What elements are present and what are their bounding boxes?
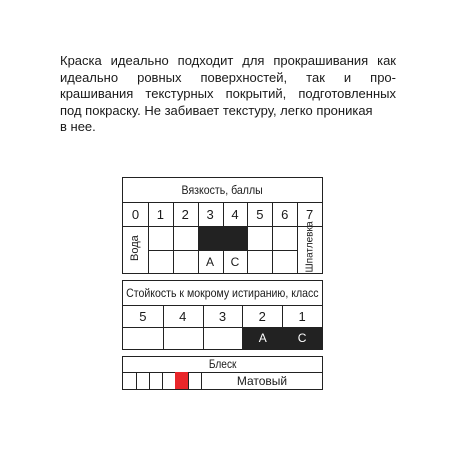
abrasion-scale-value: 5	[139, 308, 147, 324]
viscosity-divider	[297, 202, 298, 226]
abrasion-marker-c: C	[282, 327, 322, 349]
viscosity-table	[122, 177, 323, 274]
gloss-title: Блеск	[208, 358, 237, 371]
gloss-marker	[175, 372, 188, 389]
viscosity-scale-value: 4	[231, 206, 239, 222]
viscosity-scale-value: 2	[181, 206, 189, 222]
viscosity-marker-a: A	[206, 254, 215, 269]
viscosity-scale-value: 6	[281, 206, 289, 222]
abrasion-scale-value: 2	[258, 308, 266, 324]
gloss-title-cell	[123, 357, 322, 372]
viscosity-divider	[148, 202, 149, 226]
abrasion-marker-a: A	[242, 327, 283, 349]
description-line: крашивания текстурных покрытий, подготовленных	[60, 86, 396, 101]
viscosity-right-label: Шпатлевка	[304, 220, 316, 272]
abrasion-title-cell	[123, 281, 322, 305]
description-line: под покраску. Не забивает текстуру, легко проникая	[60, 102, 373, 118]
gloss-cell	[149, 372, 162, 389]
description-line: Краска идеально подходит для прокрашивания как	[60, 53, 396, 68]
viscosity-divider	[223, 202, 224, 226]
viscosity-divider	[247, 202, 248, 226]
abrasion-title: Стойкость к мокрому истиранию, класс	[126, 286, 319, 300]
viscosity-divider	[297, 226, 298, 273]
description-line: идеально ровных поверхностей, так и про-	[60, 69, 396, 85]
viscosity-scale-value: 3	[206, 206, 214, 222]
gloss-cell	[162, 372, 175, 389]
product-description	[60, 53, 396, 136]
abrasion-divider	[203, 305, 204, 349]
viscosity-fill	[223, 226, 249, 250]
abrasion-scale-value: 4	[179, 308, 187, 324]
abrasion-scale-value: 1	[298, 308, 306, 324]
abrasion-table	[122, 280, 323, 350]
viscosity-scale-value: 5	[256, 206, 264, 222]
viscosity-scale-value: 0	[131, 206, 140, 222]
viscosity-divider	[173, 202, 174, 226]
viscosity-divider	[198, 202, 199, 226]
gloss-cell	[136, 372, 149, 389]
abrasion-divider	[163, 305, 164, 349]
gloss-table	[122, 356, 323, 390]
viscosity-left-label: Вода	[129, 234, 142, 261]
viscosity-title: Вязкость, баллы	[181, 183, 264, 197]
viscosity-title-cell	[123, 178, 322, 202]
viscosity-fill	[198, 226, 224, 250]
description-line: в нее.	[60, 119, 96, 134]
abrasion-scale-value: 3	[218, 308, 227, 324]
gloss-value: Матовый	[236, 373, 288, 388]
gloss-cell	[123, 372, 136, 389]
viscosity-scale-value: 7	[305, 206, 314, 222]
gloss-cell	[188, 372, 201, 389]
viscosity-divider	[272, 202, 273, 226]
viscosity-scale-value: 1	[156, 206, 164, 222]
viscosity-marker-c: C	[230, 254, 240, 269]
